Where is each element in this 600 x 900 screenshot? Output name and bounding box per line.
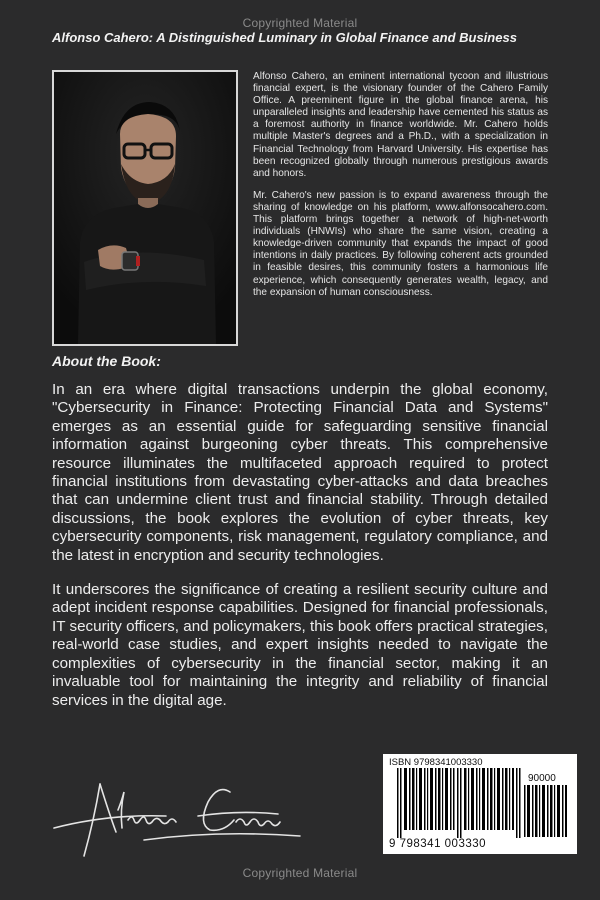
- author-signature: [48, 770, 308, 865]
- description-paragraph: It underscores the significance of creating a resilient security culture and adept incident response capabilities. Designed for financial professionals, IT security officers, and policymakers, this book offers practical strategies, real-world case studies, and expert insights needed to navigate the complexities of cybersecurity in the financial sector, making it an invaluable tool for maintaining the integrity and reliability of financial services in the digital age.: [52, 581, 548, 709]
- book-description: [52, 381, 548, 726]
- isbn-label: ISBN 9798341003330: [389, 757, 483, 768]
- author-title: Alfonso Cahero: A Distinguished Luminary in Global Finance and Business: [52, 30, 517, 45]
- copyright-watermark-bottom: Copyrighted Material: [242, 866, 358, 880]
- bio-paragraph: Mr. Cahero's new passion is to expand awareness through the sharing of knowledge on his platform, www.alfonsocahero.com. This platform brings together a network of high-net-worth individuals (HNWIs) who share the same vision, creating a knowledge-driven community that expands the impact of good intentions in daily practices. By following coherent acts grounded in feasible desires, this community fosters a harmonious life experience, which consequently generates wealth, legacy, and the expansion of human consciousness.: [253, 189, 548, 298]
- about-book-heading: About the Book:: [52, 353, 161, 369]
- author-bio: [253, 71, 548, 309]
- price-addon-bars: [524, 785, 568, 837]
- author-photo: [52, 70, 238, 346]
- bio-paragraph: Alfonso Cahero, an eminent international tycoon and illustrious financial expert, is the visionary founder of the Cahero Family Office. A preeminent figure in the global finance arena, his unparalleled insights and leadership have cemented his status as a foremost authority in finance worldwide. Mr. Cahero holds multiple Master's degrees and a Ph.D., with a specialization in Financial Technology from Harvard University. His expertise has been recognized globally through numerous prestigious awards and honors.: [253, 71, 548, 179]
- description-paragraph: In an era where digital transactions underpin the global economy, "Cybersecurity in Finance: Protecting Financial Data and Systems" emerges as an essential guide for safeguarding sensitive financial information against burgeoning cyber threats. This comprehensive resource illuminates the multifaceted approach required to protect financial institutions from devastating cyber-attacks and data breaches that can undermine client trust and financial stability. Through detailed discussions, the book explores the evolution of cyber threats, key cybersecurity components, risk management, regulatory compliance, and the latest in encryption and security technologies.: [52, 381, 548, 564]
- copyright-watermark-top: Copyrighted Material: [242, 16, 358, 30]
- price-code: 90000: [528, 773, 556, 784]
- barcode-digits: 9 798341 003330: [389, 838, 487, 850]
- barcode-bars: [397, 768, 522, 838]
- isbn-barcode: [383, 754, 577, 854]
